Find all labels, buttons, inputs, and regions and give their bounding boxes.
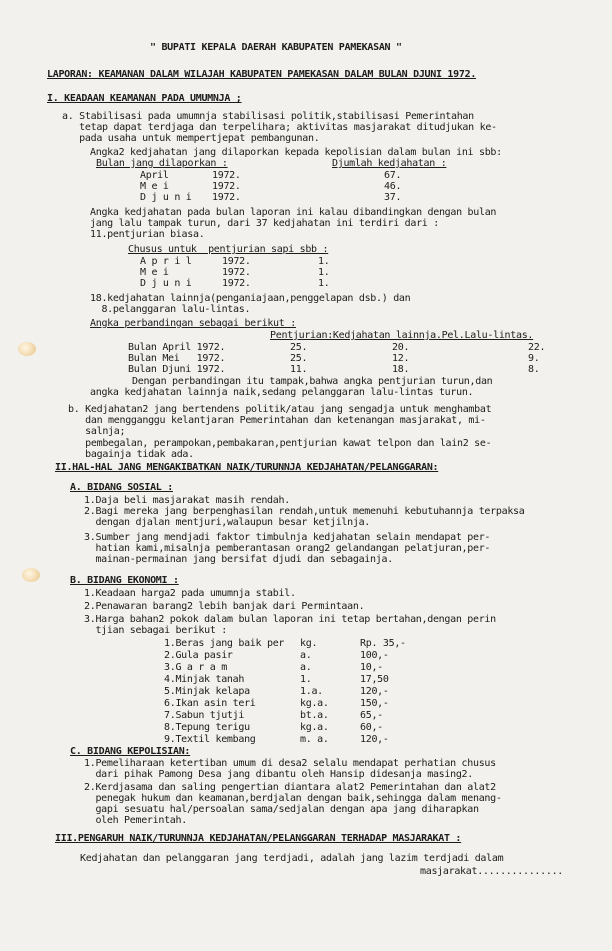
other-crime-line: 8.pelanggaran lalu-lintas. [90, 304, 251, 315]
price-item: 3.G a r a m [164, 662, 227, 673]
section-1b-line: b. Kedjahatan2 jang bertendens politik/atau jang sengadja untuk menghambat [68, 404, 492, 415]
ratio-row-label: Bulan Djuni 1972. [128, 364, 226, 375]
crime-header-count: Djumlah kedjahatan : [332, 158, 447, 169]
economy-item-line: 1.Keadaan harga2 pada umumnja stabil. [84, 588, 296, 599]
price-item: 8.Tepung terigu [164, 722, 250, 733]
ratio-row-traffic: 9. [528, 353, 540, 364]
ratio-header: Pentjurian:Kedjahatan lainnja.Pel.Lalu-lintas. [270, 330, 534, 341]
crime-row-count: 67. [384, 170, 402, 181]
section-1a-line: tetap dapat terdjaga dan terpelihara; aktivitas masjarakat ditudjukan ke- [62, 122, 497, 133]
ratio-row-theft: 25. [290, 342, 308, 353]
theft-row-count: 1. [318, 278, 330, 289]
ratio-conclusion-line: angka kedjahatan lainnja naik,sedang pelanggaran lalu-lintas turun. [90, 387, 474, 398]
crime-row-year: 1972. [212, 170, 241, 181]
crime-comparison-line: Angka kedjahatan pada bulan laporan ini kalau dibandingkan dengan bulan [90, 207, 497, 218]
economy-item-line: 2.Penawaran barang2 lebih banjak dari Permintaan. [84, 601, 365, 612]
theft-row-month: A p r i l [140, 256, 192, 267]
ratio-row-theft: 11. [290, 364, 308, 375]
letterhead: " BUPATI KEPALA DAERAH KABUPATEN PAMEKASAN " [150, 42, 402, 53]
crime-comparison-line: jang lalu tampak turun, dari 37 kedjahatan ini terdiri dari : [90, 218, 439, 229]
price-unit: m. a. [300, 734, 329, 745]
section-1b-line: bagainja tidak ada. [68, 449, 194, 460]
theft-row-month: D j u n i [140, 278, 192, 289]
theft-row-year: 1972. [222, 278, 251, 289]
police-item-line: gapi sesuatu hal/persoalan sama/sedjalan dengan apa jang diharapkan [84, 804, 479, 815]
price-value: Rp. 35,- [360, 638, 406, 649]
price-value: 17,50 [360, 674, 389, 685]
crime-header-month: Bulan jang dilaporkan : [96, 158, 228, 169]
price-value: 10,- [360, 662, 383, 673]
theft-header: Chusus untuk pentjurian sapi sbb : [128, 244, 329, 255]
price-unit: kg.a. [300, 698, 329, 709]
section-1a-line: pada usaha untuk mempertjepat pembangunan. [62, 133, 320, 144]
ratio-row-label: Bulan April 1972. [128, 342, 226, 353]
section-1b-line: dan mengganggu kelantjaran Pemerintahan dan ketenangan masjarakat, mi- [68, 415, 486, 426]
price-value: 120,- [360, 734, 389, 745]
social-item-line: 1.Daja beli masjarakat masih rendah. [84, 495, 290, 506]
price-unit: 1. [300, 674, 312, 685]
section-2b-heading: B. BIDANG EKONOMI : [70, 575, 179, 586]
price-unit: kg. [300, 638, 318, 649]
social-item-line: 2.Bagi mereka jang berpenghasilan rendah,untuk memenuhi kebutuhannja terpaksa [84, 506, 525, 517]
ratio-row-traffic: 8. [528, 364, 540, 375]
theft-row-year: 1972. [222, 256, 251, 267]
report-title: LAPORAN: KEAMANAN DALAM WILAJAH KABUPATEN PAMEKASAN DALAM BULAN DJUNI 1972. [47, 69, 477, 80]
ratio-row-other: 20. [392, 342, 410, 353]
police-item-line: penegak hukum dan keamanan,berdjalan dengan baik,sehingga dalam menang- [84, 793, 502, 804]
section-1-heading: I. KEADAAN KEAMANAN PADA UMUMNJA ; [47, 93, 242, 104]
ratio-conclusion-line: Dengan perbandingan itu tampak,bahwa angka pentjurian turun,dan [132, 376, 493, 387]
price-value: 120,- [360, 686, 389, 697]
ratio-row-other: 18. [392, 364, 410, 375]
theft-row-month: M e i [140, 267, 169, 278]
social-item-line: 3.Sumber jang mendjadi faktor timbulnja kedjahatan selain mendapat per- [84, 532, 491, 543]
crime-comparison-line: 11.pentjurian biasa. [90, 229, 205, 240]
price-item: 9.Textil kembang [164, 734, 256, 745]
section-1b-line: salnja; [68, 426, 126, 437]
police-item-line: dari pihak Pamong Desa jang dibantu oleh Hansip didesanja masing2. [84, 769, 473, 780]
price-item: 2.Gula pasir [164, 650, 233, 661]
ratio-row-label: Bulan Mei 1972. [128, 353, 226, 364]
ratio-row-theft: 25. [290, 353, 308, 364]
police-item-line: oleh Pemerintah. [84, 815, 187, 826]
price-unit: a. [300, 650, 312, 661]
other-crime-line: 18.kedjahatan lainnja(penganiajaan,penggelapan dsb.) dan [90, 293, 411, 304]
economy-item-line: tjian sebagai berikut : [84, 625, 228, 636]
punch-hole-top [18, 342, 36, 356]
section-1b-line: pembegalan, perampokan,pembakaran,pentjurian kawat telpon dan lain2 se- [68, 438, 492, 449]
price-unit: bt.a. [300, 710, 329, 721]
ratio-title: Angka perbandingan sebagai berikut : [90, 318, 296, 329]
crime-intro: Angka2 kedjahatan jang dilaporkan kepada kepolisian dalam bulan ini sbb: [90, 147, 502, 158]
crime-row-month: D j u n i [140, 192, 192, 203]
price-item: 5.Minjak kelapa [164, 686, 250, 697]
section-3-line: Kedjahatan dan pelanggaran jang terdjadi, adalah jang lazim terdjadi dalam [80, 853, 504, 864]
theft-row-count: 1. [318, 267, 330, 278]
price-item: 6.Ikan asin teri [164, 698, 256, 709]
price-value: 100,- [360, 650, 389, 661]
social-item-line: mainan-permainan jang bersifat djudi dan sebagainja. [84, 554, 393, 565]
social-item-line: hatian kami,misalnja pemberantasan orang2 gelandangan pelatjuran,per- [84, 543, 491, 554]
price-value: 150,- [360, 698, 389, 709]
price-value: 60,- [360, 722, 383, 733]
crime-row-count: 46. [384, 181, 402, 192]
punch-hole-bottom [22, 568, 40, 582]
social-item-line: dengan djalan mentjuri,walaupun besar ketjilnja. [84, 517, 371, 528]
crime-row-month: M e i [140, 181, 169, 192]
price-unit: kg.a. [300, 722, 329, 733]
theft-row-count: 1. [318, 256, 330, 267]
ratio-row-traffic: 22. [528, 342, 546, 353]
price-unit: a. [300, 662, 312, 673]
section-1a-line: a. Stabilisasi pada umumnja stabilisasi politik,stabilisasi Pemerintahan [62, 111, 474, 122]
crime-row-month: April [140, 170, 169, 181]
police-item-line: 1.Pemeliharaan ketertiban umum di desa2 selalu mendapat perhatian chusus [84, 758, 496, 769]
crime-row-year: 1972. [212, 192, 241, 203]
price-item: 1.Beras jang baik per [164, 638, 285, 649]
price-item: 4.Minjak tanah [164, 674, 245, 685]
police-item-line: 2.Kerdjasama dan saling pengertian diantara alat2 Pemerintahan dan alat2 [84, 782, 496, 793]
ratio-row-other: 12. [392, 353, 410, 364]
section-2-heading: II.HAL-HAL JANG MENGAKIBATKAN NAIK/TURUNNJA KEDJAHATAN/PELANGGARAN: [55, 462, 439, 473]
price-value: 65,- [360, 710, 383, 721]
section-3-heading: III.PENGARUH NAIK/TURUNNJA KEDJAHATAN/PELANGGARAN TERHADAP MASJARAKAT : [55, 833, 462, 844]
section-2c-heading: C. BIDANG KEPOLISIAN: [70, 746, 191, 757]
price-item: 7.Sabun tjutji [164, 710, 245, 721]
section-3-line: masjarakat............... [420, 866, 564, 877]
price-unit: 1.a. [300, 686, 323, 697]
section-2a-heading: A. BIDANG SOSIAL : [70, 482, 173, 493]
theft-row-year: 1972. [222, 267, 251, 278]
economy-item-line: 3.Harga bahan2 pokok dalam bulan laporan ini tetap bertahan,dengan perin [84, 614, 496, 625]
crime-row-count: 37. [384, 192, 402, 203]
crime-row-year: 1972. [212, 181, 241, 192]
